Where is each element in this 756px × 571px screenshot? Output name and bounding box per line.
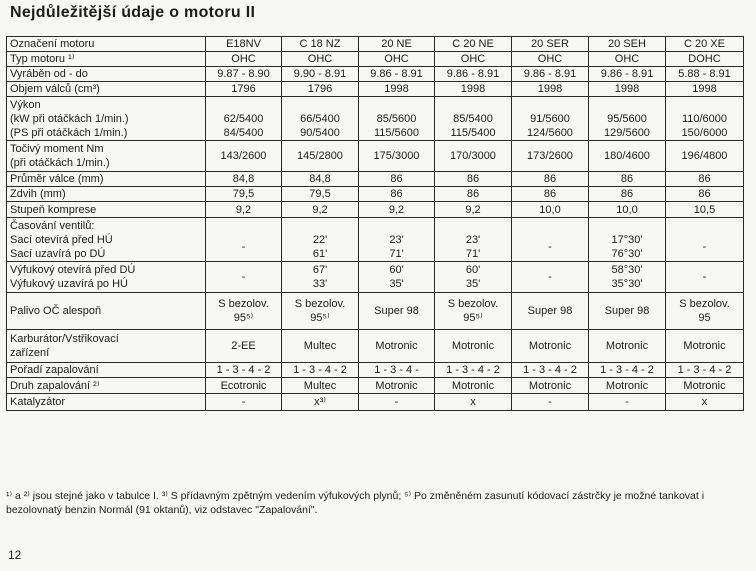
row-label: Časování ventilů: Sací otevírá před HÚ Sací uzavírá po DÚ: [7, 218, 206, 262]
cell-value: 143/2600: [206, 141, 282, 172]
cell-value: 110/6000 150/6000: [666, 97, 744, 141]
cell-value: OHC: [435, 52, 512, 67]
cell-value: 1998: [512, 82, 589, 97]
cell-value: 60' 35': [359, 262, 435, 293]
cell-value: 17°30' 76°30': [589, 218, 666, 262]
cell-value: 23' 71': [435, 218, 512, 262]
cell-value: Motronic: [435, 378, 512, 394]
row-label: Karburátor/Vstřikovací zařízení: [7, 330, 206, 363]
cell-value: 5.88 - 8.91: [666, 67, 744, 82]
cell-value: Super 98: [359, 293, 435, 330]
table-row: [7, 172, 744, 187]
row-label: Objem válců (cm³): [7, 82, 206, 97]
cell-value: 175/3000: [359, 141, 435, 172]
cell-value: Motronic: [512, 330, 589, 363]
cell-value: S bezolov. 95: [666, 293, 744, 330]
cell-value: 86: [359, 187, 435, 202]
cell-value: 9,2: [435, 202, 512, 218]
cell-value: 86: [435, 187, 512, 202]
row-label: Stupeň komprese: [7, 202, 206, 218]
cell-value: -: [206, 218, 282, 262]
cell-value: -: [359, 394, 435, 411]
row-label: Výkon (kW při otáčkách 1/min.) (PS při otáčkách 1/min.): [7, 97, 206, 141]
cell-value: OHC: [512, 52, 589, 67]
row-label: Katalyzátor: [7, 394, 206, 411]
table-row: [7, 378, 744, 394]
cell-value: Motronic: [666, 330, 744, 363]
cell-value: 85/5400 115/5400: [435, 97, 512, 141]
cell-value: 9,2: [282, 202, 359, 218]
cell-value: Super 98: [512, 293, 589, 330]
cell-value: x³⁾: [282, 394, 359, 411]
cell-value: 9.86 - 8.91: [512, 67, 589, 82]
cell-value: C 18 NZ: [282, 37, 359, 52]
cell-value: 22' 61': [282, 218, 359, 262]
table-row: [7, 218, 744, 262]
cell-value: S bezolov. 95⁵⁾: [206, 293, 282, 330]
cell-value: S bezolov. 95⁵⁾: [435, 293, 512, 330]
cell-value: Motronic: [589, 330, 666, 363]
table-row: [7, 67, 744, 82]
cell-value: 10,0: [512, 202, 589, 218]
cell-value: OHC: [359, 52, 435, 67]
cell-value: OHC: [589, 52, 666, 67]
cell-value: -: [206, 262, 282, 293]
cell-value: 1 - 3 - 4 - 2: [282, 363, 359, 378]
row-label: Výfukový otevírá před DÚ Výfukový uzavírá po HÚ: [7, 262, 206, 293]
table-row: [7, 141, 744, 172]
cell-value: Motronic: [512, 378, 589, 394]
row-label: Druh zapalování ²⁾: [7, 378, 206, 394]
cell-value: x: [666, 394, 744, 411]
cell-value: 2-EE: [206, 330, 282, 363]
cell-value: 1 - 3 - 4 - 2: [512, 363, 589, 378]
cell-value: 10,0: [589, 202, 666, 218]
table-row: [7, 262, 744, 293]
cell-value: 86: [359, 172, 435, 187]
cell-value: 1 - 3 - 4 -: [359, 363, 435, 378]
cell-value: Motronic: [666, 378, 744, 394]
table-row: [7, 202, 744, 218]
cell-value: 9.86 - 8.91: [435, 67, 512, 82]
cell-value: 79,5: [282, 187, 359, 202]
cell-value: 86: [666, 187, 744, 202]
row-label: Pořadí zapalování: [7, 363, 206, 378]
cell-value: -: [589, 394, 666, 411]
table-row: [7, 330, 744, 363]
cell-value: 67' 33': [282, 262, 359, 293]
table-row: [7, 37, 744, 52]
cell-value: 62/5400 84/5400: [206, 97, 282, 141]
table-row: [7, 187, 744, 202]
cell-value: S bezolov. 95⁵⁾: [282, 293, 359, 330]
cell-value: Super 98: [589, 293, 666, 330]
row-label: Typ motoru ¹⁾: [7, 52, 206, 67]
row-label: Označení motoru: [7, 37, 206, 52]
cell-value: 170/3000: [435, 141, 512, 172]
cell-value: C 20 NE: [435, 37, 512, 52]
cell-value: 9.90 - 8.91: [282, 67, 359, 82]
cell-value: 84,8: [282, 172, 359, 187]
cell-value: 20 SER: [512, 37, 589, 52]
cell-value: 20 NE: [359, 37, 435, 52]
cell-value: 79,5: [206, 187, 282, 202]
table-row: [7, 293, 744, 330]
cell-value: 91/5600 124/5600: [512, 97, 589, 141]
engine-data-table: [6, 36, 744, 411]
cell-value: E18NV: [206, 37, 282, 52]
cell-value: 1796: [282, 82, 359, 97]
cell-value: Motronic: [359, 378, 435, 394]
cell-value: -: [666, 218, 744, 262]
page-number: 12: [8, 548, 22, 562]
cell-value: 145/2800: [282, 141, 359, 172]
cell-value: 86: [512, 187, 589, 202]
cell-value: 1998: [435, 82, 512, 97]
cell-value: -: [666, 262, 744, 293]
cell-value: 86: [666, 172, 744, 187]
cell-value: 180/4600: [589, 141, 666, 172]
cell-value: 173/2600: [512, 141, 589, 172]
cell-value: Motronic: [589, 378, 666, 394]
cell-value: 9,2: [359, 202, 435, 218]
cell-value: -: [512, 262, 589, 293]
row-label: Průměr válce (mm): [7, 172, 206, 187]
cell-value: -: [206, 394, 282, 411]
cell-value: 86: [435, 172, 512, 187]
cell-value: 86: [589, 172, 666, 187]
row-label: Palivo OČ alespoň: [7, 293, 206, 330]
cell-value: 1796: [206, 82, 282, 97]
cell-value: 1 - 3 - 4 - 2: [435, 363, 512, 378]
cell-value: 86: [589, 187, 666, 202]
table-row: [7, 363, 744, 378]
page-title: Nejdůležitější údaje o motoru II: [10, 4, 256, 21]
cell-value: 9.86 - 8.91: [359, 67, 435, 82]
cell-value: 60' 35': [435, 262, 512, 293]
row-label: Zdvih (mm): [7, 187, 206, 202]
row-label: Vyráběn od - do: [7, 67, 206, 82]
cell-value: 58°30' 35°30': [589, 262, 666, 293]
footnote: ¹⁾ a ²⁾ jsou stejné jako v tabulce I. ³⁾ S přídavným zpětným vedením výfukových plynů; ⁵⁾ Po změněném zasunutí kódovací zástrčky je možné tankovat i bezolovnatý benzin Normál (91 oktanů), viz odstavec "Zapalování".: [6, 490, 705, 516]
cell-value: 20 SEH: [589, 37, 666, 52]
cell-value: DOHC: [666, 52, 744, 67]
cell-value: OHC: [282, 52, 359, 67]
cell-value: 84,8: [206, 172, 282, 187]
cell-value: 95/5600 129/5600: [589, 97, 666, 141]
cell-value: 1998: [359, 82, 435, 97]
row-label: Točivý moment Nm (při otáčkách 1/min.): [7, 141, 206, 172]
cell-value: 9.86 - 8.91: [589, 67, 666, 82]
cell-value: 1998: [589, 82, 666, 97]
cell-value: 1 - 3 - 4 - 2: [589, 363, 666, 378]
table-row: [7, 97, 744, 141]
cell-value: Motronic: [359, 330, 435, 363]
cell-value: Motronic: [435, 330, 512, 363]
cell-value: 10,5: [666, 202, 744, 218]
cell-value: 9,2: [206, 202, 282, 218]
cell-value: OHC: [206, 52, 282, 67]
cell-value: 196/4800: [666, 141, 744, 172]
table-row: [7, 52, 744, 67]
cell-value: -: [512, 218, 589, 262]
cell-value: 86: [512, 172, 589, 187]
cell-value: 23' 71': [359, 218, 435, 262]
cell-value: Ecotronic: [206, 378, 282, 394]
cell-value: Multec: [282, 330, 359, 363]
cell-value: 85/5600 115/5600: [359, 97, 435, 141]
cell-value: Multec: [282, 378, 359, 394]
cell-value: 66/5400 90/5400: [282, 97, 359, 141]
cell-value: 9.87 - 8.90: [206, 67, 282, 82]
table-row: [7, 394, 744, 411]
cell-value: 1 - 3 - 4 - 2: [666, 363, 744, 378]
cell-value: 1 - 3 - 4 - 2: [206, 363, 282, 378]
table-row: [7, 82, 744, 97]
cell-value: -: [512, 394, 589, 411]
cell-value: C 20 XE: [666, 37, 744, 52]
cell-value: x: [435, 394, 512, 411]
cell-value: 1998: [666, 82, 744, 97]
